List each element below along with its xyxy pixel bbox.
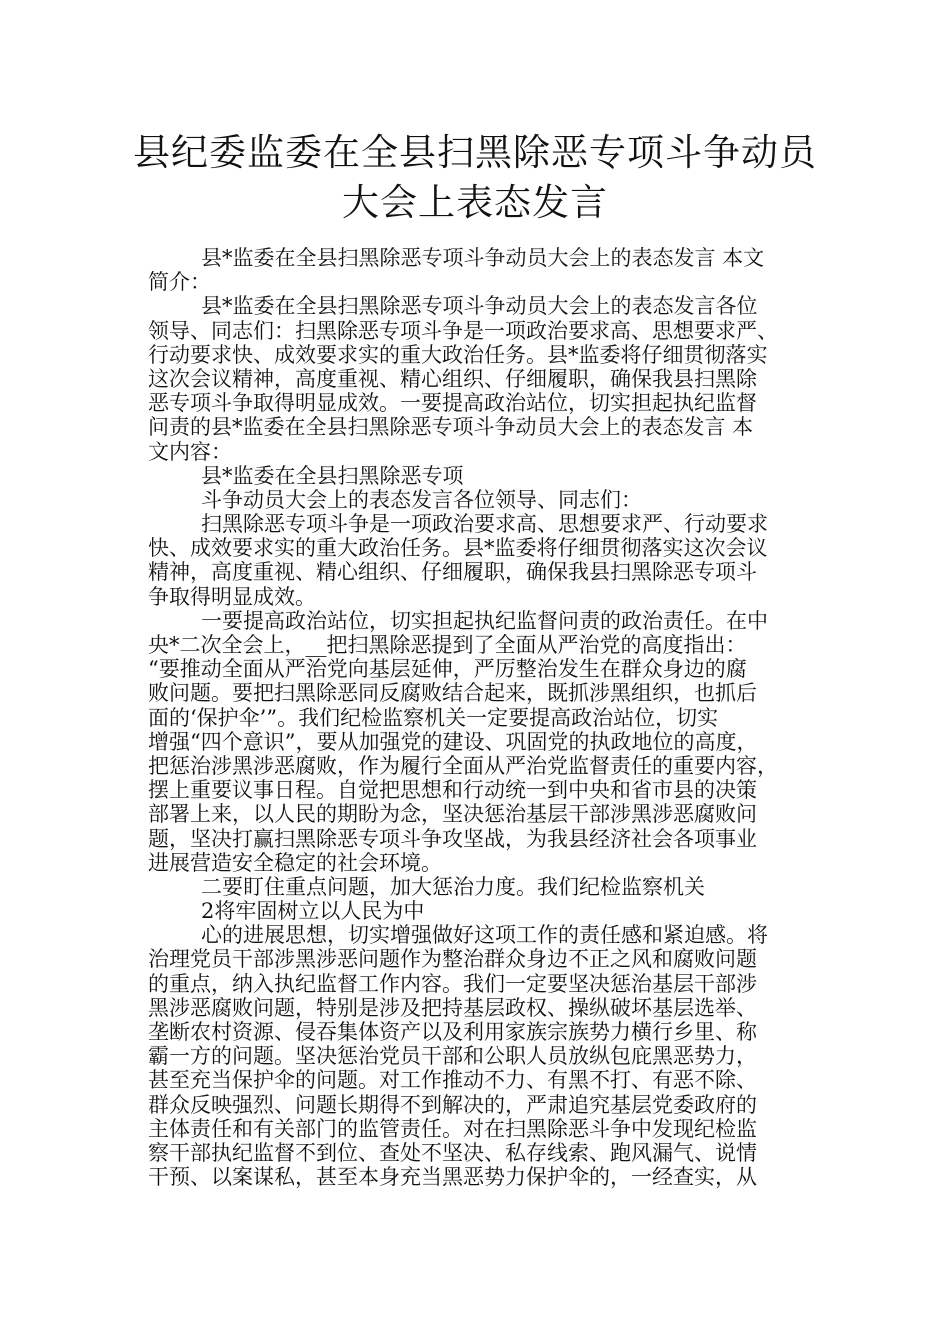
body-text-line: 县*监委在全县扫黑除恶专项斗争动员大会上的表态发言各位: [201, 294, 758, 319]
body-text-line: 斗争动员大会上的表态发言各位领导、同志们：: [201, 487, 642, 512]
body-text-line: 题，坚决打赢扫黑除恶专项斗争攻坚战，为我县经济社会各项事业: [148, 826, 757, 851]
body-text-line: 这次会议精神，高度重视、精心组织、仔细履职，确保我县扫黑除: [148, 366, 757, 391]
body-text-line: 县*监委在全县扫黑除恶专项斗争动员大会上的表态发言 本文: [201, 246, 765, 270]
body-text-line: 问责的县*监委在全县扫黑除恶专项斗争动员大会上的表态发言 本: [148, 415, 754, 440]
body-text-line: 甚至充当保护伞的问题。对工作推动不力、有黑不打、有恶不除、: [148, 1068, 757, 1093]
document-title-line-1: 县纪委监委在全县扫黑除恶专项斗争动员: [133, 131, 817, 174]
body-text-line: 快、成效要求实的重大政治任务。县*监委将仔细贯彻落实这次会议: [148, 536, 768, 561]
body-text-line: 把惩治涉黑涉恶腐败，作为履行全面从严治党监督责任的重要内容，: [148, 753, 778, 778]
body-text-line: 一要提高政治站位，切实担起执纪监督问责的政治责任。在中: [201, 608, 768, 633]
body-text-line: 败问题。要把扫黑除恶同反腐败结合起来，既抓涉黑组织，也抓后: [148, 681, 757, 706]
body-text-line: 进展营造安全稳定的社会环境。: [148, 850, 442, 875]
body-text-line: 心的进展思想，切实增强做好这项工作的责任感和紧迫感。将: [201, 923, 768, 948]
body-text-line: 简介：: [148, 270, 211, 295]
body-text-line: 2将牢固树立以人民为中: [201, 899, 425, 924]
document-body: [148, 246, 818, 1189]
body-text-line: 主体责任和有关部门的监管责任。对在扫黑除恶斗争中发现纪检监: [148, 1116, 757, 1141]
body-text-line: 霸一方的问题。坚决惩治党员干部和公职人员放纵包庇黑恶势力，: [148, 1044, 757, 1069]
body-text-line: “要推动全面从严治党向基层延伸，严厉整治发生在群众身边的腐: [148, 657, 747, 682]
body-text-line: 县*监委在全县扫黑除恶专项: [201, 463, 464, 488]
body-text-line: 干预、以案谋私，甚至本身充当黑恶势力保护伞的，一经查实，从: [148, 1165, 757, 1190]
body-text-line: 垄断农村资源、侵吞集体资产以及利用家族宗族势力横行乡里、称: [148, 1020, 757, 1044]
body-text-line: 察干部执纪监督不到位、查处不坚决、私存线索、跑风漏气、说情: [148, 1140, 757, 1165]
body-text-line: 黑涉恶腐败问题，特别是涉及把持基层政权、操纵破坏基层选举、: [148, 995, 757, 1020]
body-text-line: 恶专项斗争取得明显成效。一要提高政治站位，切实担起执纪监督: [148, 391, 757, 416]
body-text-line: 的重点，纳入执纪监督工作内容。我们一定要坚决惩治基层干部涉: [148, 971, 757, 996]
body-text-line: 面的‘保护伞’”。我们纪检监察机关一定要提高政治站位，切实: [148, 705, 719, 730]
body-text-line: 部署上来，以人民的期盼为念，坚决惩治基层干部涉黑涉恶腐败问: [148, 802, 757, 827]
body-text-line: 文内容：: [148, 439, 232, 464]
body-text-line: 争取得明显成效。: [148, 584, 316, 609]
body-text-line: 增强“四个意识”，要从加强党的建设、巩固党的执政地位的高度，: [148, 729, 758, 754]
body-text-line: 扫黑除恶专项斗争是一项政治要求高、思想要求严、行动要求: [201, 512, 768, 537]
body-text-line: 群众反映强烈、问题长期得不到解决的，严肃追究基层党委政府的: [148, 1092, 757, 1117]
body-text-line: 领导、同志们：扫黑除恶专项斗争是一项政治要求高、思想要求严、: [148, 318, 778, 343]
body-text-line: 央*二次全会上，__把扫黑除恶提到了全面从严治党的高度指出：: [148, 633, 747, 657]
body-text-line: 治理党员干部涉黑涉恶问题作为整治群众身边不正之风和腐败问题: [148, 947, 757, 972]
document-title-line-2: 大会上表态发言: [342, 181, 608, 224]
body-text-line: 二要盯住重点问题，加大惩治力度。我们纪检监察机关: [201, 874, 705, 899]
body-text-line: 精神，高度重视、精心组织、仔细履职，确保我县扫黑除恶专项斗: [148, 560, 757, 585]
body-text-line: 行动要求快、成效要求实的重大政治任务。县*监委将仔细贯彻落实: [148, 342, 768, 367]
body-text-line: 摆上重要议事日程。自觉把思想和行动统一到中央和省市县的决策: [148, 778, 757, 803]
